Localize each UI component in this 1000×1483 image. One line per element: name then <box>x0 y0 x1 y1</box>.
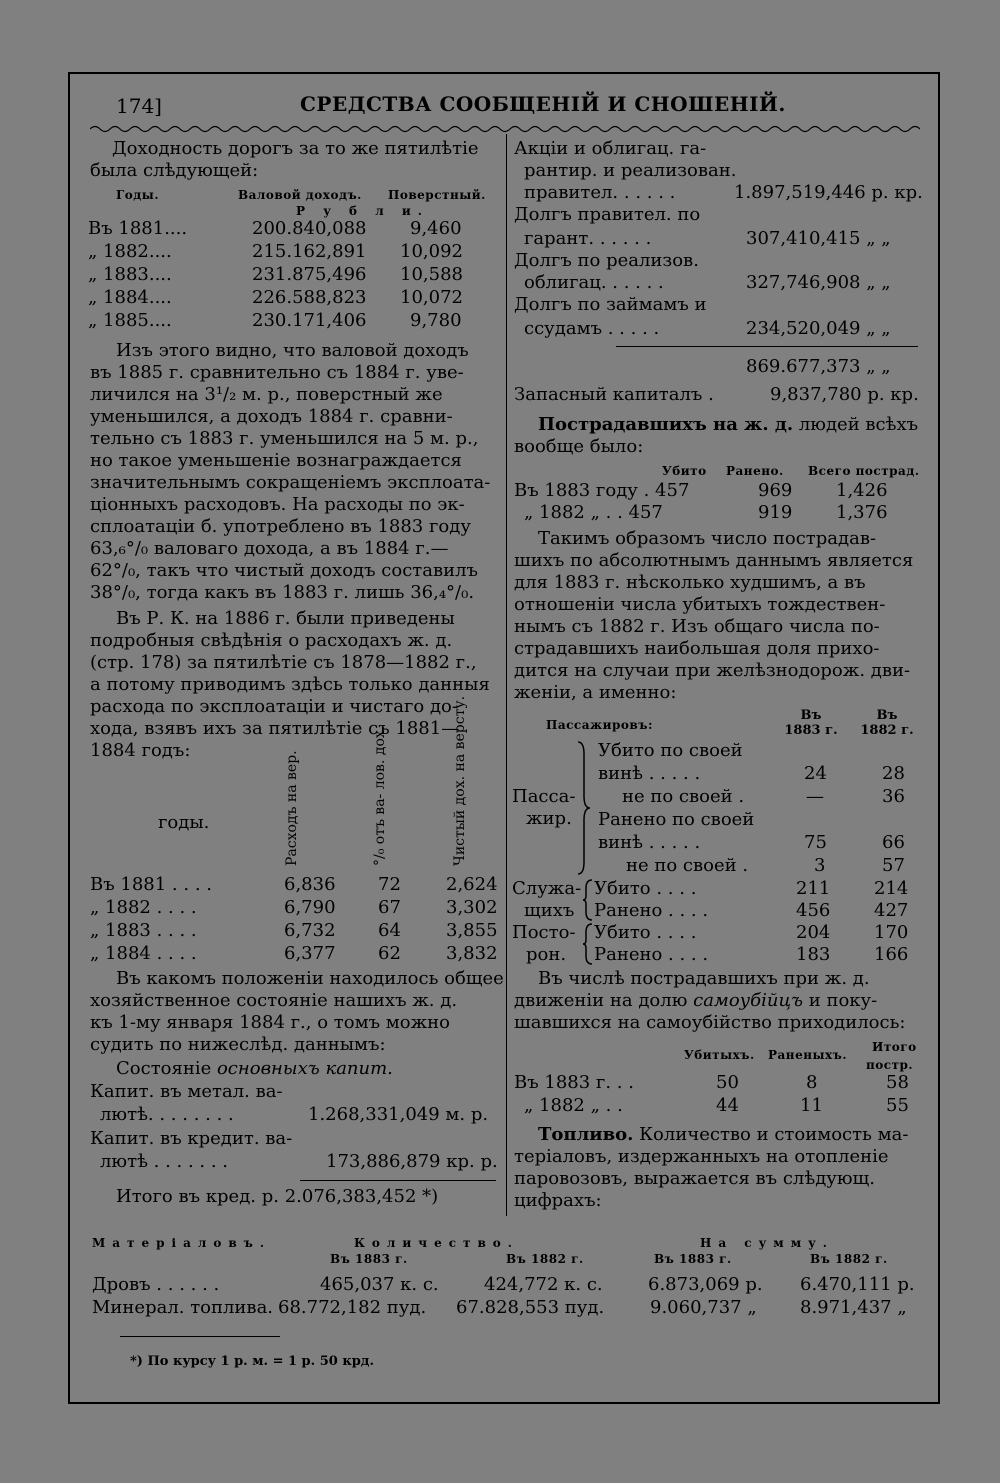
pass-row-label: не по своей . <box>622 786 745 807</box>
fuel-heading: Топливо. Количество и стоимость ма- <box>538 1124 909 1145</box>
fuel-row-s82: 8.971,437 „ <box>800 1297 907 1318</box>
para4-line: дится на случаи при желѣзнодорож. дви- <box>514 660 911 681</box>
table4-col1: Въ 1883 г. <box>784 708 838 738</box>
table5-row-c: 58 <box>886 1072 909 1093</box>
table5-row-a: 44 <box>716 1095 739 1116</box>
table5-row-year: „ 1882 „ . . <box>524 1095 623 1116</box>
table5-col: Раненыхъ. <box>768 1048 848 1062</box>
fuel-line: цифрахъ: <box>514 1190 602 1211</box>
fuel-row-name: Минерал. топлива. <box>92 1297 274 1318</box>
pass-label: Пасса- <box>512 786 576 807</box>
para4-line: женіи, а именно: <box>514 682 677 703</box>
reserve-value: 9,837,780 р. кр. <box>770 384 919 405</box>
table1-row-year: „ 1882.... <box>88 241 172 262</box>
table2-row-b: 67 <box>378 897 401 918</box>
table2-row-b: 72 <box>378 874 401 895</box>
capital-total: Итого въ кред. р. 2.076,383,452 *) <box>116 1186 439 1207</box>
out-row-a: 204 <box>796 922 831 943</box>
footnote-rule <box>120 1336 280 1337</box>
debt-line: Долгъ по реализов. <box>514 250 699 271</box>
out-brace <box>582 922 594 966</box>
reserve-label: Запасный капиталъ . <box>514 384 714 405</box>
para5-line3: шавшихся на самоубійство приходилось: <box>514 1012 906 1033</box>
table5-row-a: 50 <box>716 1072 739 1093</box>
fuel-col-sum: На сумму. <box>700 1236 834 1250</box>
para4-line: страдавшихъ наибольшая доля прихо- <box>514 638 880 659</box>
capital-line: лютѣ. . . . . . . . <box>100 1104 234 1125</box>
table2-row-c: 3,855 <box>446 920 498 941</box>
pass-row-label: винѣ . . . . . <box>598 763 701 784</box>
serv-row-b: 427 <box>874 900 909 921</box>
table2-row-c: 3,302 <box>446 897 498 918</box>
capital-line: лютѣ . . . . . . . <box>100 1151 229 1172</box>
pass-label: жир. <box>526 808 572 829</box>
table1-row-year: „ 1885.... <box>88 310 172 331</box>
para1-line: 63,₆°/₀ валоваго дохода, а въ 1884 г.— <box>90 538 449 559</box>
para4-line: отношеніи числа убитыхъ тождествен- <box>514 594 886 615</box>
pass-brace <box>574 740 594 876</box>
table3-row-b: 919 <box>758 502 793 523</box>
fuel-col-quantity: Количество. <box>354 1236 519 1250</box>
para2-line: хода, взявъ ихъ за пятилѣтіе съ 1881— <box>90 718 460 739</box>
table3-col: Всего пострад. <box>808 464 920 478</box>
pass-row-a: 24 <box>804 763 827 784</box>
para1-line: 62°/₀, такъ что чистый доходъ составилъ <box>90 560 479 581</box>
column-divider <box>506 134 507 1216</box>
out-label: рон. <box>526 944 567 965</box>
intro-line-1: Доходность дорогъ за то же пятилѣтіе <box>112 138 479 159</box>
fuel-line: паровозовъ, выражается въ слѣдующ. <box>514 1168 875 1189</box>
out-label: Посто- <box>512 922 576 943</box>
para1-line: личился на 3¹/₂ м. р., поверстный же <box>90 384 443 405</box>
fuel-row-s83: 9.060,737 „ <box>650 1297 757 1318</box>
para1-line: но такое уменьшеніе вознаграждается <box>90 450 462 471</box>
serv-row-b: 214 <box>874 878 909 899</box>
debt-line: Долгъ по займамъ и <box>514 294 707 315</box>
debt-line: Акціи и облигац. га- <box>514 138 707 159</box>
table1-col-gross: Валовой доходъ. <box>238 188 362 202</box>
out-row-b: 170 <box>874 922 909 943</box>
para1-line: Изъ этого видно, что валовой доходъ <box>116 340 469 361</box>
table2-row-c: 3,832 <box>446 943 498 964</box>
debt-line: правител. . . . . . <box>524 182 676 203</box>
serv-row-label: Ранено . . . . <box>594 900 709 921</box>
table1-row-verst: 10,072 <box>400 287 463 308</box>
table2-row-a: 6,377 <box>284 943 336 964</box>
debt-sum-rule <box>616 346 918 347</box>
pass-row-label: Ранено по своей <box>598 809 755 830</box>
fuel-year: Въ 1883 г. <box>654 1252 732 1266</box>
debt-line: гарант. . . . . . <box>524 228 652 249</box>
table5-row-c: 55 <box>886 1095 909 1116</box>
victims-line2: вообще было: <box>514 436 644 457</box>
para3-line: Въ какомъ положеніи находилось общее <box>116 968 504 989</box>
para1-line: въ 1885 г. сравнительно съ 1884 г. уве- <box>90 362 464 383</box>
debt-line: Долгъ правител. по <box>514 204 701 225</box>
total-rule <box>300 1180 496 1181</box>
table3-col: Ранено. <box>726 464 784 478</box>
table2-col-c: Чистый дох. на версту. <box>452 695 468 866</box>
para1-line: ціонныхъ расходовъ. На расходы по эк- <box>90 494 465 515</box>
capital-heading: Состояніе основныхъ капит. <box>116 1058 393 1079</box>
para2-line: подробныя свѣдѣнія о расходахъ ж. д. <box>90 630 453 651</box>
debt-value: 327,746,908 „ „ <box>746 272 891 293</box>
fuel-year: Въ 1882 г. <box>810 1252 888 1266</box>
table5-col: Итого <box>872 1040 917 1054</box>
table1-row-year: Въ 1881.... <box>88 218 188 239</box>
table2-col-year: годы. <box>158 812 210 833</box>
capital-value: 1.268,331,049 м. р. <box>308 1104 489 1125</box>
table3-row-c: 1,376 <box>836 502 888 523</box>
table1-unit: Р у б л и. <box>296 204 429 218</box>
pass-row-b: 28 <box>882 763 905 784</box>
table1-row-gross: 215.162,891 <box>252 241 367 262</box>
fuel-row-q83: 68.772,182 пуд. <box>278 1297 427 1318</box>
fuel-row-s82: 6.470,111 р. <box>800 1274 915 1295</box>
page-number: 174] <box>116 94 162 118</box>
para3-line: къ 1-му января 1884 г., о томъ можно <box>90 1012 450 1033</box>
pass-row-b: 66 <box>882 832 905 853</box>
table1-row-verst: 9,460 <box>410 218 462 239</box>
fuel-row-s83: 6.873,069 р. <box>648 1274 763 1295</box>
debt-line: облигац. . . . . . <box>524 272 664 293</box>
table1-row-gross: 226.588,823 <box>252 287 367 308</box>
table4-col2: Въ 1882 г. <box>860 708 914 738</box>
table5-col: постр. <box>866 1058 914 1072</box>
para2-line: а потому приводимъ здѣсь только данныя <box>90 674 490 695</box>
table3-row-year: „ 1882 „ . . 457 <box>524 502 663 523</box>
pass-row-label: Убито по своей <box>598 740 743 761</box>
header-rule <box>90 124 920 134</box>
para4-line: для 1883 г. нѣсколько худшимъ, а въ <box>514 572 866 593</box>
capital-line: Капит. въ метал. ва- <box>90 1081 283 1102</box>
table2-col-b: °/₀ отъ ва- лов. дох. <box>372 725 388 866</box>
pass-row-b: 36 <box>882 786 905 807</box>
capital-line: Капит. въ кредит. ва- <box>90 1128 293 1149</box>
pass-row-a: 75 <box>804 832 827 853</box>
fuel-year: Въ 1882 г. <box>506 1252 584 1266</box>
serv-brace <box>582 878 594 922</box>
debt-value: 1.897,519,446 р. кр. <box>734 182 923 203</box>
intro-line-2: была слѣдующей: <box>90 160 259 181</box>
fuel-row-name: Дровъ . . . . . . <box>92 1274 220 1295</box>
out-row-label: Убито . . . . <box>594 922 697 943</box>
table3-col: Убито <box>662 464 707 478</box>
table2-col-a: Расходъ на вер. <box>284 750 300 866</box>
page-title: СРЕДСТВА СООБЩЕНІЙ И СНОШЕНІЙ. <box>300 92 786 116</box>
fuel-row-q82: 424,772 к. с. <box>484 1274 603 1295</box>
debt-value: 307,410,415 „ „ <box>746 228 891 249</box>
debt-line: рантир. и реализован. <box>524 160 737 181</box>
para4-line: Такимъ образомъ число пострадав- <box>538 528 877 549</box>
para2-line: (стр. 178) за пятилѣтіе съ 1878—1882 г., <box>90 652 477 673</box>
para5-line2: движеніи на долю самоубійцъ и поку- <box>514 990 878 1011</box>
table1-row-gross: 200.840,088 <box>252 218 367 239</box>
para5-line1: Въ числѣ пострадавшихъ при ж. д. <box>538 968 870 989</box>
para2-line: расхода по эксплоатаціи и чистаго до- <box>90 696 458 717</box>
serv-row-a: 211 <box>796 878 831 899</box>
table2-row-year: „ 1882 . . . . <box>90 897 197 918</box>
pass-row-a: — <box>806 786 824 807</box>
table2-row-year: Въ 1881 . . . . <box>90 874 212 895</box>
table1-row-gross: 230.171,406 <box>252 310 367 331</box>
table2-row-b: 64 <box>378 920 401 941</box>
fuel-year: Въ 1883 г. <box>330 1252 408 1266</box>
out-row-label: Ранено . . . . <box>594 944 709 965</box>
table2-row-b: 62 <box>378 943 401 964</box>
pass-row-b: 57 <box>882 855 905 876</box>
serv-label: щихъ <box>524 900 575 921</box>
table2-row-c: 2,624 <box>446 874 498 895</box>
para1-line: тельно съ 1883 г. уменьшился на 5 м. р., <box>90 428 479 449</box>
table2-row-year: „ 1883 . . . . <box>90 920 197 941</box>
para3-line: хозяйственное состояніе нашихъ ж. д. <box>90 990 458 1011</box>
para4-line: нымъ съ 1882 г. Изъ общаго числа по- <box>514 616 880 637</box>
table5-row-b: 11 <box>800 1095 823 1116</box>
table1-col-year: Годы. <box>116 188 159 202</box>
para1-line: 38°/₀, тогда какъ въ 1883 г. лишь 36,₄°/₀. <box>90 582 475 603</box>
pass-row-a: 3 <box>814 855 826 876</box>
fuel-col-materials: Матеріаловъ. <box>92 1236 272 1250</box>
para1-line: сплоатаціи б. употреблено въ 1883 году <box>90 516 471 537</box>
table3-row-year: Въ 1883 году . 457 <box>514 480 690 501</box>
table5-col: Убитыхъ. <box>684 1048 755 1062</box>
fuel-row-q82: 67.828,553 пуд. <box>456 1297 605 1318</box>
serv-row-label: Убито . . . . <box>594 878 697 899</box>
table2-row-year: „ 1884 . . . . <box>90 943 197 964</box>
pass-row-label: не по своей . <box>626 855 749 876</box>
table1-row-verst: 9,780 <box>410 310 462 331</box>
capital-value: 173,886,879 кр. р. <box>326 1151 498 1172</box>
debt-value: 234,520,049 „ „ <box>746 318 891 339</box>
fuel-row-q83: 465,037 к. с. <box>320 1274 439 1295</box>
para1-line: значительнымъ сокращеніемъ эксплоата- <box>90 472 491 493</box>
out-row-b: 166 <box>874 944 909 965</box>
debt-line: ссудамъ . . . . . <box>524 318 660 339</box>
table3-row-b: 969 <box>758 480 793 501</box>
table1-row-verst: 10,588 <box>400 264 463 285</box>
table5-row-year: Въ 1883 г. . . <box>514 1072 634 1093</box>
table1-row-gross: 231.875,496 <box>252 264 367 285</box>
serv-label: Служа- <box>512 878 582 899</box>
table3-row-c: 1,426 <box>836 480 888 501</box>
debt-sum: 869.677,373 „ „ <box>746 356 891 377</box>
out-row-a: 183 <box>796 944 831 965</box>
table5-row-b: 8 <box>806 1072 818 1093</box>
table1-row-verst: 10,092 <box>400 241 463 262</box>
table2-row-a: 6,836 <box>284 874 336 895</box>
para2-line: 1884 годъ: <box>90 740 191 761</box>
para3-line: судить по нижеслѣд. даннымъ: <box>90 1034 386 1055</box>
table1-col-verst: Поверстный. <box>388 188 486 202</box>
table4-head-pass: Пассажировъ: <box>546 718 653 732</box>
pass-row-label: винѣ . . . . . <box>598 832 701 853</box>
fuel-line: теріаловъ, издержанныхъ на отопленіе <box>514 1146 889 1167</box>
footnote: *) По курсу 1 р. м. = 1 р. 50 крд. <box>130 1354 374 1369</box>
table1-row-year: „ 1883.... <box>88 264 172 285</box>
para1-line: уменьшился, а доходъ 1884 г. сравни- <box>90 406 453 427</box>
table2-row-a: 6,732 <box>284 920 336 941</box>
para2-line: Въ Р. К. на 1886 г. были приведены <box>116 608 455 629</box>
victims-heading: Пострадавшихъ на ж. д. людей всѣхъ <box>538 414 919 435</box>
serv-row-a: 456 <box>796 900 831 921</box>
para4-line: шихъ по абсолютнымъ даннымъ является <box>514 550 914 571</box>
table1-row-year: „ 1884.... <box>88 287 172 308</box>
table2-row-a: 6,790 <box>284 897 336 918</box>
